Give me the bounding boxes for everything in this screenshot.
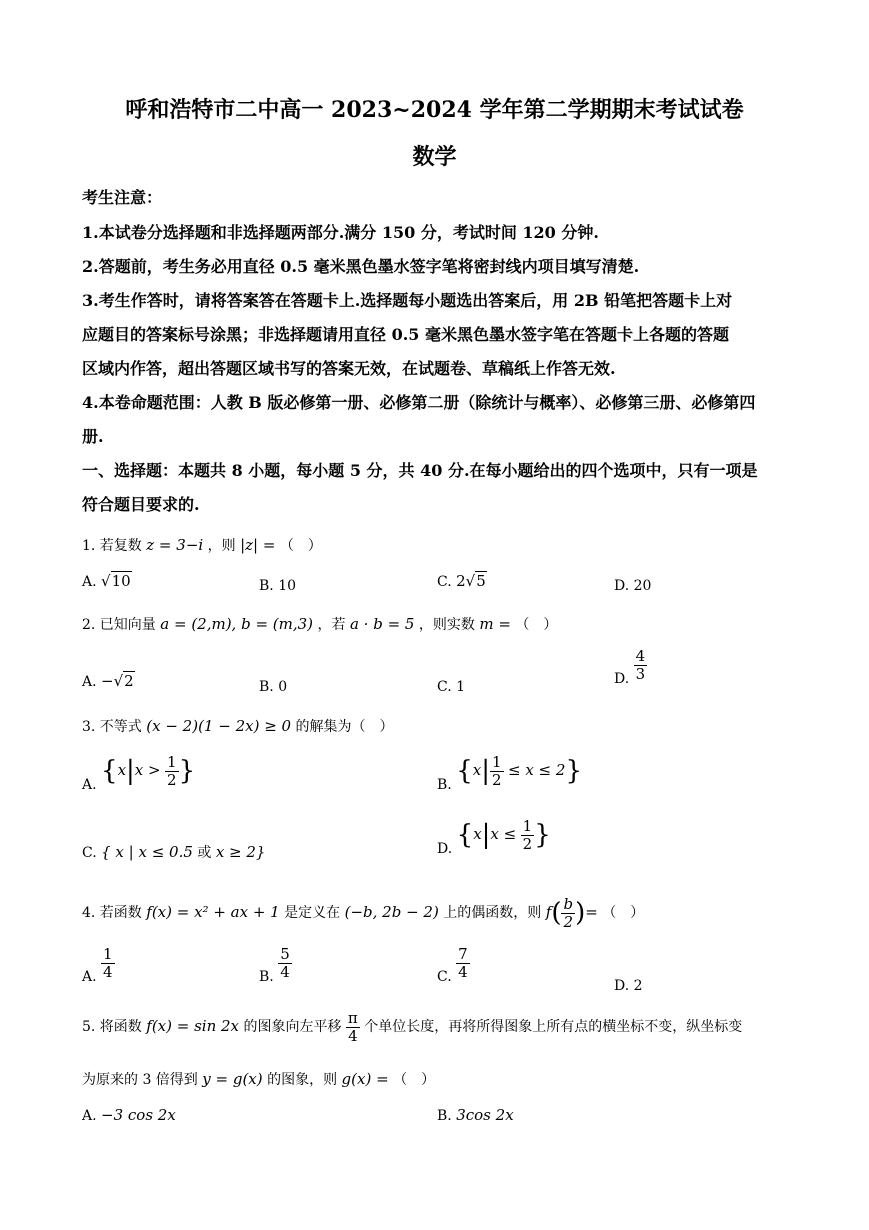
q4-option-b (259, 946, 292, 985)
q3-expr: (x − 2)(1 − 2x) ≥ 0 (146, 717, 292, 735)
option-label: A. (82, 1108, 97, 1124)
q5-mid: 的图象向左平移 (243, 1019, 342, 1035)
denominator: 2 (522, 834, 533, 853)
notice-line-4: 应题目的答案标号涂黑；非选择题请用直径 0.5 毫米黑色墨水签字笔在答题卡上各题的答题 (82, 325, 729, 344)
radicand: 5 (476, 572, 486, 590)
q5-expr3: g(x) = (341, 1070, 389, 1088)
q2-suffix: （ ） (515, 617, 558, 633)
denominator: 4 (280, 962, 290, 981)
q1-option-d: D. 20 (614, 578, 652, 594)
option-label: A. (82, 574, 97, 590)
q4-option-c (437, 946, 470, 985)
q3-option-a: A. {x|x > $\frac{1}{2}$ } (82, 753, 196, 793)
set-var: x (117, 761, 127, 779)
notice-line-1: 1.本试卷分选择题和非选择题两部分.满分 150 分，考试时间 120 分钟. (82, 223, 599, 242)
radicand: 2 (124, 672, 134, 690)
q2-option-d (614, 648, 647, 687)
set-expr2: x ≥ 2} (215, 843, 266, 861)
notice-line-3: 3.考生作答时，请将答案答在答题卡上.选择题每小题选出答案后，用 2B 铅笔把答题卡上对 (82, 291, 733, 310)
q5-option-a (82, 1106, 176, 1124)
q4-prefix: 4. 若函数 (82, 905, 142, 921)
numerator: 4 (635, 647, 646, 665)
notice-heading: 考生注意： (82, 188, 163, 207)
q5-mid2: 个单位长度，再将所得图象上所有点的横坐标不变，纵坐标变 (364, 1019, 743, 1035)
numerator: 1 (491, 753, 502, 771)
denominator: 3 (635, 664, 646, 683)
q1-expr: z = 3−i (146, 536, 204, 554)
option-label: C. (437, 574, 452, 590)
q4-suffix: （ ） (602, 905, 645, 921)
q1-option-c: C. 2√5 (437, 572, 486, 590)
q5-expr: f(x) = sin 2x (146, 1017, 240, 1035)
q1-prefix: 1. 若复数 (82, 538, 142, 554)
q2-mid: ，若 (317, 617, 346, 633)
q4-mid2: 上的偶函数，则 (443, 905, 542, 921)
denominator: 2 (563, 912, 574, 931)
coefficient: 2 (456, 572, 466, 590)
section1-line-1: 一、选择题：本题共 8 小题，每小题 5 分，共 40 分.在每小题给出的四个选项中，只有一项是 (82, 461, 758, 480)
q4-option-a (82, 946, 115, 985)
q2-option-c: C. 1 (437, 679, 466, 695)
denominator: 2 (491, 770, 502, 789)
q3-prefix: 3. 不等式 (82, 719, 142, 735)
option-label: C. (82, 845, 97, 861)
set-cond: ≤ x ≤ 2 (507, 761, 566, 779)
q1-expr2: |z| = (240, 536, 276, 554)
radicand: 10 (111, 572, 131, 590)
denominator: 4 (348, 1026, 358, 1045)
question-5 (82, 1010, 742, 1044)
sign: − (101, 672, 114, 690)
q2-option-b: B. 0 (259, 679, 288, 695)
denominator: 2 (167, 770, 177, 789)
set-var: x (472, 761, 482, 779)
exam-subject: 数学 (412, 144, 457, 170)
equals: = (585, 903, 598, 921)
q1-suffix: （ ） (279, 538, 322, 554)
q2-expr2: a · b = 5 (349, 615, 415, 633)
option-label: D. (614, 671, 630, 687)
option-label: B. (437, 777, 452, 793)
option-label: D. (437, 841, 453, 857)
notice-line-7: 册. (82, 427, 104, 446)
notice-line-5: 区域内作答，超出答题区域书写的答案无效，在试题卷、草稿纸上作答无效. (82, 359, 616, 378)
denominator: 4 (103, 962, 113, 981)
numerator: b (563, 895, 574, 913)
q3-option-d: D. {x|x ≤ $\frac{1}{2}$ } (437, 817, 551, 857)
option-label: B. (437, 1108, 452, 1124)
numerator: 7 (458, 945, 468, 963)
option-value: −3 cos 2x (101, 1106, 176, 1124)
q2-option-a: A. −√2 (82, 672, 134, 690)
q5-option-b (437, 1106, 514, 1124)
q5-expr2: y = g(x) (202, 1070, 263, 1088)
q4-expr2: (−b, 2b − 2) (344, 903, 439, 921)
numerator: π (347, 1009, 358, 1027)
option-label: A. (82, 969, 97, 985)
numerator: 1 (167, 753, 177, 771)
q1-option-a: A. √10 (82, 572, 131, 590)
q3-suffix: 的解集为（ ） (295, 719, 394, 735)
option-label: A. (82, 674, 97, 690)
option-value: 3cos 2x (456, 1106, 514, 1124)
notice-line-6: 4.本卷命题范围：人教 B 版必修第一册、必修第二册（除统计与概率）、必修第三册、必修第四 (82, 393, 756, 412)
numerator: 1 (103, 945, 113, 963)
set-cond: x ≤ (490, 825, 517, 843)
question-1 (82, 535, 322, 555)
numerator: 1 (522, 817, 533, 835)
q4-option-d: D. 2 (614, 978, 643, 994)
q5-suffix: （ ） (393, 1072, 436, 1088)
q3-option-c (82, 842, 265, 862)
q5-line2-prefix: 为原来的 3 倍得到 (82, 1072, 198, 1088)
q1-mid: ，则 (207, 538, 236, 554)
q4-expr: f(x) = x² + ax + 1 (146, 903, 280, 921)
exam-title: 呼和浩特市二中高一 2023~2024 学年第二学期期末考试试卷 (125, 97, 744, 123)
q3-option-b: B. {x| $\frac{1}{2}$ ≤ x ≤ 2} (437, 753, 582, 793)
q1-option-b: B. 10 (259, 578, 297, 594)
or-word: 或 (197, 845, 212, 861)
question-2 (82, 614, 557, 634)
q2-expr3: m = (479, 615, 511, 633)
question-4: 4. 若函数 f(x) = x² + ax + 1 是定义在 (−b, 2b − 2) 上的偶函数，则 f( $\frac{b}{2}$ )= （ ） (82, 895, 645, 931)
option-label: B. (259, 969, 274, 985)
notice-line-2: 2.答题前，考生务必用直径 0.5 毫米黑色墨水签字笔将密封线内项目填写清楚. (82, 257, 640, 276)
set-expr: { x | x ≤ 0.5 (101, 843, 193, 861)
q2-mid2: ，则实数 (418, 617, 475, 633)
section1-line-2: 符合题目要求的. (82, 495, 200, 514)
option-label: A. (82, 777, 97, 793)
set-cond: x > (134, 761, 161, 779)
set-var: x (473, 825, 482, 843)
question-5-line-2 (82, 1069, 435, 1089)
q2-expr: a = (2,m), b = (m,3) (160, 615, 314, 633)
q2-prefix: 2. 已知向量 (82, 617, 156, 633)
option-label: C. (437, 969, 452, 985)
q5-line2-mid: 的图象，则 (267, 1072, 338, 1088)
question-3 (82, 716, 394, 736)
denominator: 4 (458, 962, 468, 981)
q4-f: f (545, 903, 552, 921)
numerator: 5 (280, 945, 290, 963)
q4-mid: 是定义在 (284, 905, 341, 921)
q5-prefix: 5. 将函数 (82, 1019, 142, 1035)
